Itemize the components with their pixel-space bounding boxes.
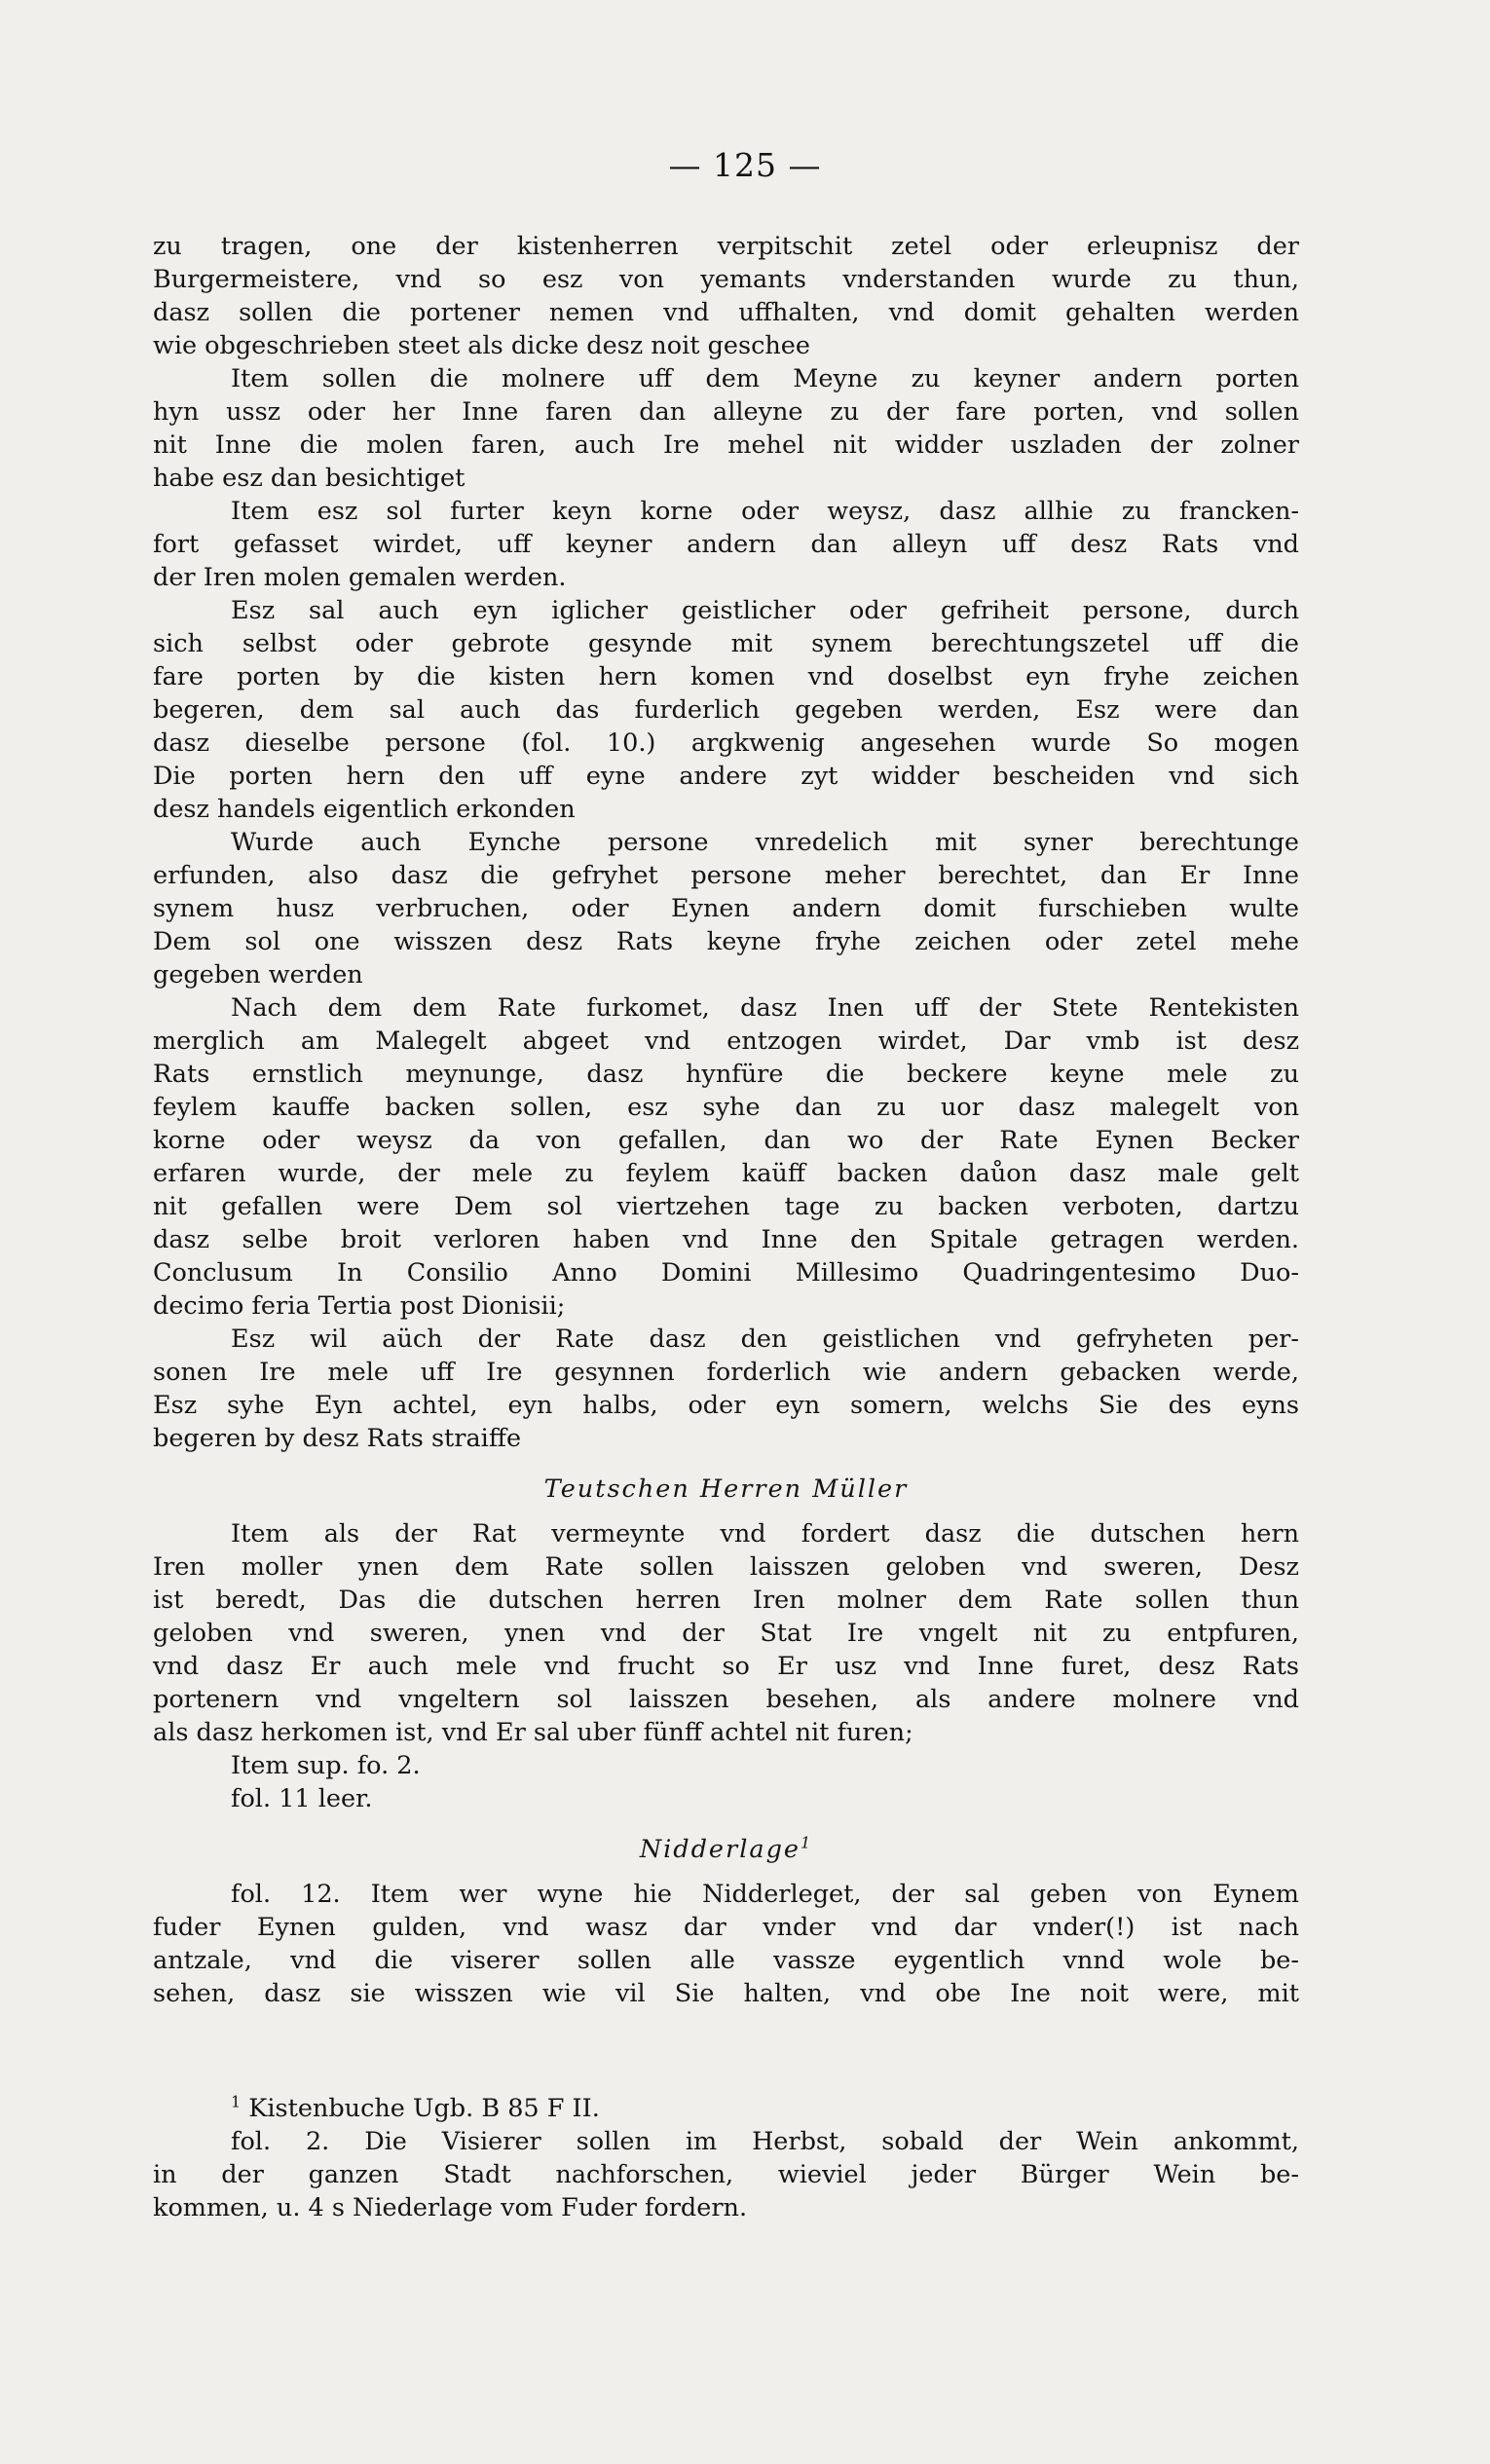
text-line: merglich am Malegelt abgeet vnd entzogen wirdet, Dar vmb ist desz	[153, 1027, 1299, 1056]
text-line: korne oder weysz da von gefallen, dan wo der Rate Eynen Becker	[153, 1126, 1299, 1155]
text-line: kommen, u. 4 s Niederlage vom Fuder fordern.	[153, 2193, 748, 2222]
text-line: Nach dem dem Rate furkomet, dasz Inen uff der Stete Rentekisten	[231, 993, 1299, 1023]
text-line: Wurde auch Eynche persone vnredelich mit syner berechtunge	[231, 828, 1299, 857]
text-line: Burgermeistere, vnd so esz von yemants vnderstanden wurde zu thun,	[153, 265, 1299, 294]
text-line: nit gefallen were Dem sol viertzehen tage zu backen verboten, dartzu	[153, 1192, 1299, 1221]
text-line: erfunden, also dasz die gefryhet persone meher berechtet, dan Er Inne	[153, 861, 1299, 890]
text-line: erfaren wurde, der mele zu feylem kaüff backen daůon dasz male gelt	[153, 1159, 1299, 1188]
paragraph-6	[153, 991, 1299, 1323]
paragraph-3	[153, 495, 1299, 594]
main-text	[153, 230, 1299, 2010]
footnote-reference: 1	[800, 1833, 813, 1852]
text-line: Esz sal auch eyn iglicher geistlicher oder gefriheit persone, durch	[231, 596, 1299, 625]
text-line: Item sup. fo. 2.	[231, 1751, 421, 1780]
text-line: desz handels eigentlich erkonden	[153, 795, 576, 824]
text-line: wie obgeschrieben steet als dicke desz noit geschee	[153, 331, 810, 360]
footnotes	[153, 2092, 1299, 2224]
text-line: geloben vnd sweren, ynen vnd der Stat Ire vngelt nit zu entpfuren,	[153, 1619, 1299, 1648]
text-line: Rats ernstlich meynunge, dasz hynfüre die beckere keyne mele zu	[153, 1060, 1299, 1089]
text-line: Esz syhe Eyn achtel, eyn halbs, oder eyn somern, welchs Sie des eyns	[153, 1391, 1299, 1420]
paragraph-8	[153, 1517, 1299, 1749]
text-line: der Iren molen gemalen werden.	[153, 563, 567, 592]
paragraph-2	[153, 362, 1299, 495]
text-line: fol. 2. Die Visierer sollen im Herbst, sobald der Wein ankommt,	[231, 2127, 1299, 2156]
text-line: zu tragen, one der kistenherren verpitschit zetel oder erleupnisz der	[153, 232, 1299, 261]
text-line: feylem kauffe backen sollen, esz syhe dan zu uor dasz malegelt von	[153, 1093, 1299, 1122]
text-line: Iren moller ynen dem Rate sollen laisszen geloben vnd sweren, Desz	[153, 1552, 1299, 1582]
text-line: portenern vnd vngeltern sol laisszen besehen, als andere molnere vnd	[153, 1685, 1299, 1714]
text-line: antzale, vnd die viserer sollen alle vassze eygentlich vnnd wole be-	[153, 1946, 1299, 1975]
text-line: fol. 11 leer.	[231, 1784, 373, 1813]
text-line: fort gefasset wirdet, uff keyner andern dan alleyn uff desz Rats vnd	[153, 530, 1299, 559]
text-line: sehen, dasz sie wisszen wie vil Sie halten, vnd obe Ine noit were, mit	[153, 1979, 1299, 2008]
section-heading-nidderlage	[153, 1833, 1299, 1866]
paragraph-1	[153, 230, 1299, 362]
text-line: begeren by desz Rats straiffe	[153, 1424, 522, 1453]
text-line: nit Inne die molen faren, auch Ire mehel nit widder uszladen der zolner	[153, 430, 1299, 460]
text-line: ist beredt, Das die dutschen herren Iren molner dem Rate sollen thun	[153, 1586, 1299, 1615]
text-line: dasz selbe broit verloren haben vnd Inne den Spitale getragen werden.	[153, 1225, 1299, 1254]
heading-text: Nidderlage	[639, 1835, 801, 1864]
text-line: als dasz herkomen ist, vnd Er sal uber fünff achtel nit furen;	[153, 1718, 913, 1747]
text-line: begeren, dem sal auch das furderlich gegeben werden, Esz were dan	[153, 695, 1299, 725]
paragraph-5	[153, 826, 1299, 991]
text-line: Item esz sol furter keyn korne oder weysz, dasz allhie zu francken-	[231, 497, 1299, 526]
footnote-mark: 1	[231, 2092, 242, 2111]
page-number: — 125 —	[668, 146, 822, 184]
text-line: dasz dieselbe persone (fol. 10.) argkwenig angesehen wurde So mogen	[153, 728, 1299, 758]
text-line: Item sollen die molnere uff dem Meyne zu keyner andern porten	[231, 364, 1299, 393]
text-line: fuder Eynen gulden, vnd wasz dar vnder vnd dar vnder(!) ist nach	[153, 1913, 1299, 1942]
paragraph-7	[153, 1323, 1299, 1455]
text-line: Item als der Rat vermeynte vnd fordert dasz die dutschen hern	[231, 1519, 1299, 1549]
text-line: sich selbst oder gebrote gesynde mit synem berechtungszetel uff die	[153, 629, 1299, 658]
footnote-text: Kistenbuche Ugb. B 85 F II.	[248, 2094, 600, 2123]
text-line: sonen Ire mele uff Ire gesynnen forderlich wie andern gebacken werde,	[153, 1358, 1299, 1387]
text-line: in der ganzen Stadt nachforschen, wieviel jeder Bürger Wein be-	[153, 2160, 1299, 2189]
text-line: Die porten hern den uff eyne andere zyt widder bescheiden vnd sich	[153, 762, 1299, 791]
text-line: habe esz dan besichtiget	[153, 464, 466, 493]
footnote-1	[153, 2092, 1299, 2125]
text-line: decimo feria Tertia post Dionisii;	[153, 1291, 566, 1321]
text-line: Conclusum In Consilio Anno Domini Millesimo Quadringentesimo Duo-	[153, 1258, 1299, 1288]
text-line: synem husz verbruchen, oder Eynen andern domit furschieben wulte	[153, 894, 1299, 923]
paragraph-4	[153, 594, 1299, 826]
text-line: fare porten by die kisten hern komen vnd doselbst eyn fryhe zeichen	[153, 662, 1299, 691]
section-heading-teutschen-herren-muller: Teutschen Herren Müller	[543, 1475, 909, 1504]
text-line: Dem sol one wisszen desz Rats keyne fryhe zeichen oder zetel mehe	[153, 927, 1299, 956]
text-line: fol. 12. Item wer wyne hie Nidderleget, der sal geben von Eynem	[231, 1880, 1299, 1909]
text-line: gegeben werden	[153, 960, 363, 989]
text-line: dasz sollen die portener nemen vnd uffhalten, vnd domit gehalten werden	[153, 298, 1299, 327]
text-line: Esz wil aüch der Rate dasz den geistlichen vnd gefryheten per-	[231, 1325, 1299, 1354]
text-line: vnd dasz Er auch mele vnd frucht so Er usz vnd Inne furet, desz Rats	[153, 1652, 1299, 1681]
text-line: hyn ussz oder her Inne faren dan alleyne zu der fare porten, vnd sollen	[153, 397, 1299, 427]
paragraph-11	[153, 1878, 1299, 2010]
